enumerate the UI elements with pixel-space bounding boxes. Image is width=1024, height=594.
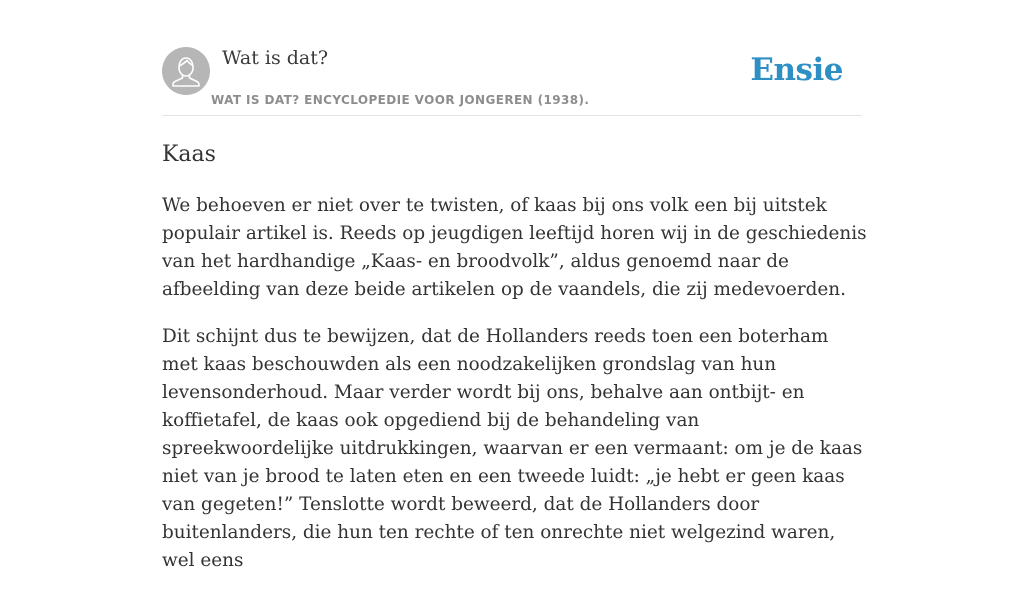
source-label[interactable]: WAT IS DAT? ENCYCLOPEDIE VOOR JONGEREN (1938). (211, 93, 590, 107)
article-paragraph: Dit schijnt dus te bewijzen, dat de Hollanders reeds toen een boterham met kaas beschouwden als een noodzakelijken grondslag van hun levensonderhoud. Maar verder wordt bij ons, behalve aan ontbijt- en koffietafel, de kaas ook opgediend bij de behandeling van spreekwoordelijke uitdrukkingen, waarvan er een vermaant: om je de kaas niet van je brood te laten eten en een tweede luidt: „je hebt er geen kaas van gegeten!” Tenslotte wordt beweerd, dat de Hollanders door buitenlanders, die hun ten rechte of ten onrechte niet welgezind waren, wel eens (162, 326, 863, 571)
author-name[interactable]: Wat is dat? (222, 47, 329, 69)
ensie-logo[interactable]: Ensie (750, 52, 843, 88)
article-paragraph: We behoeven er niet over te twisten, of kaas bij ons volk een bij uitstek populair artikel is. Reeds op jeugdigen leeftijd horen wij in de geschiedenis van het hardhandige „Kaas- en broodvolk”, aldus genoemd naar de afbeelding van deze beide artikelen op de vaandels, die zij medevoerden. (162, 195, 867, 300)
article-title: Kaas (162, 142, 216, 167)
article-body (162, 192, 867, 594)
author-avatar[interactable] (162, 47, 210, 95)
article-header (162, 46, 862, 116)
user-icon (162, 47, 210, 95)
